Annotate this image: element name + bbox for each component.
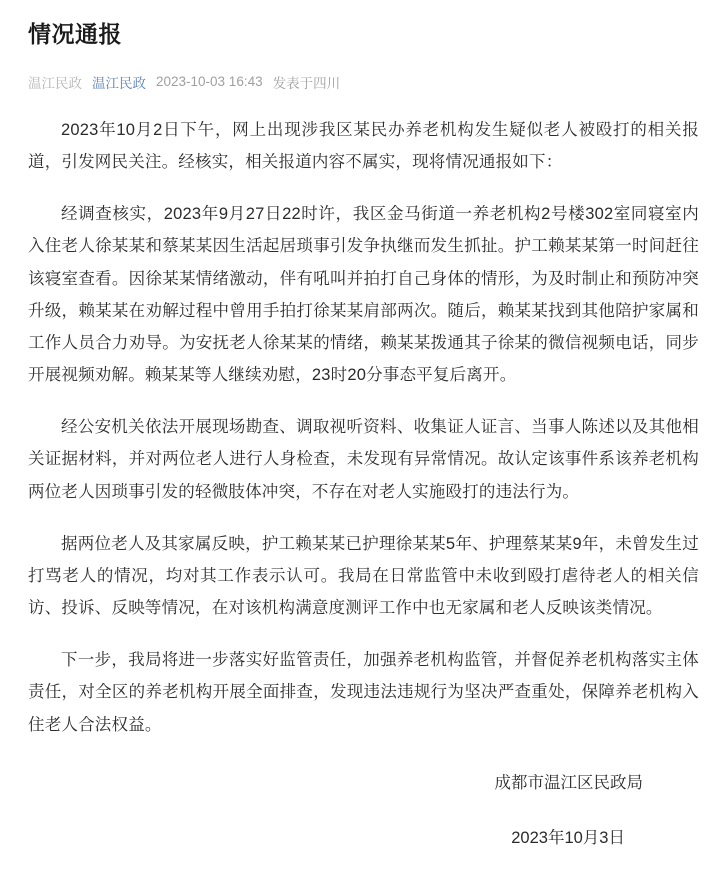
signature-date: 2023年10月3日	[511, 828, 625, 847]
article-meta	[28, 72, 699, 92]
article-paragraph: 经调查核实，2023年9月27日22时许，我区金马街道一养老机构2号楼302室同寝室内入住老人徐某某和蔡某某因生活起居琐事引发争执继而发生抓扯。护工赖某某第一时间赶往该寝室查看。因徐某某情绪激动，伴有吼叫并拍打自己身体的情形，为及时制止和预防冲突升级，赖某某在劝解过程中曾用手拍打徐某某肩部两次。随后，赖某某找到其他陪护家属和工作人员合力劝导。为安抚老人徐某某的情绪，赖某某拨通其子徐某的微信视频电话，同步开展视频劝解。赖某某等人继续劝慰，23时20分事态平复后离开。	[28, 205, 699, 385]
article-paragraph: 经公安机关依法开展现场勘查、调取视听资料、收集证人证言、当事人陈述以及其他相关证据材料，并对两位老人进行人身检查，未发现有异常情况。故认定该事件系该养老机构两位老人因琐事引发的轻微肢体冲突，不存在对老人实施殴打的违法行为。	[28, 418, 699, 501]
article-paragraph: 据两位老人及其家属反映，护工赖某某已护理徐某某5年、护理蔡某某9年，未曾发生过打骂老人的情况，均对其工作表示认可。我局在日常监管中未收到殴打虐待老人的相关信访、投诉、反映等情况，在对该机构满意度测评工作中也无家属和老人反映该类情况。	[28, 534, 699, 618]
signature-organization: 成都市温江区民政局	[494, 773, 643, 792]
page-title: 情况通报	[28, 21, 122, 47]
article-body	[28, 114, 699, 741]
publisher-link[interactable]: 温江民政	[92, 75, 146, 91]
publish-datetime: 2023-10-03 16:43	[156, 74, 263, 90]
publish-location: 发表于四川	[272, 75, 341, 91]
publisher-name: 温江民政	[28, 75, 82, 91]
article-paragraph: 2023年10月2日下午，网上出现涉我区某民办养老机构发生疑似老人被殴打的相关报道，引发网民关注。经核实，相关报道内容不属实，现将情况通报如下：	[28, 120, 699, 172]
signature-block	[28, 767, 699, 855]
article-paragraph: 下一步，我局将进一步落实好监管责任，加强养老机构监管，并督促养老机构落实主体责任，对全区的养老机构开展全面排查，发现违法违规行为坚决严查重处，保障养老机构入住老人合法权益。	[28, 651, 699, 734]
